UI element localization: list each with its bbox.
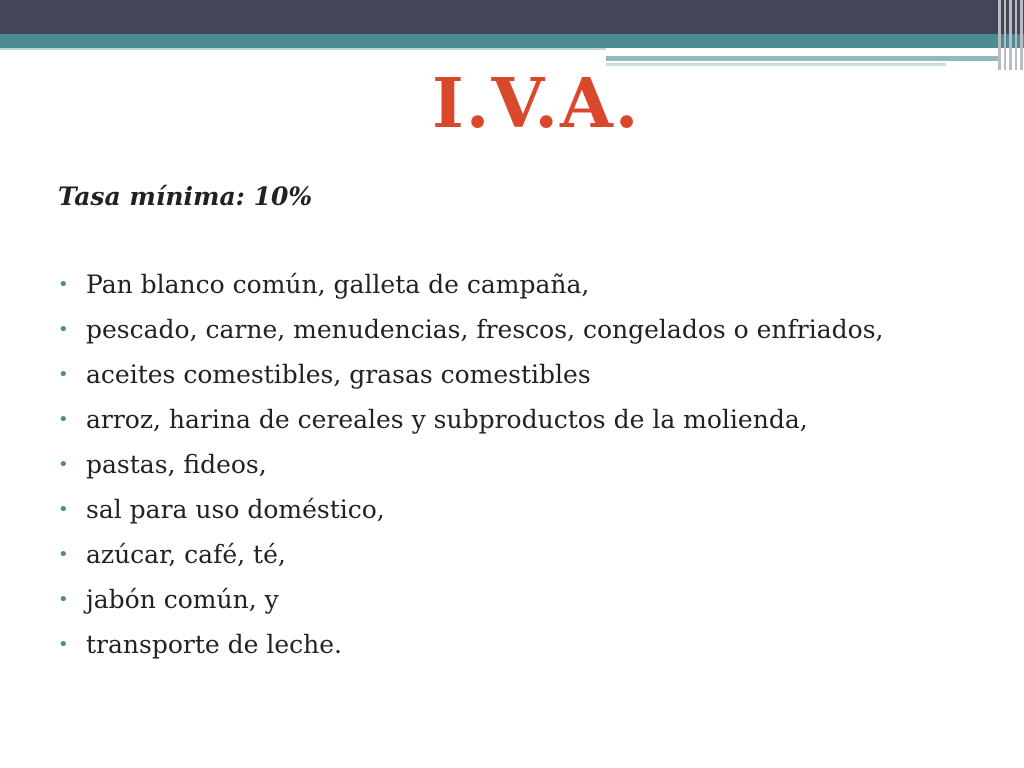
list-item-text: azúcar, café, té, [86,540,286,569]
list-item-text: sal para uso doméstico, [86,495,385,524]
banner-stripes [994,0,1024,70]
top-banner-teal [0,34,1024,48]
list-item-text: aceites comestibles, grasas comestibles [86,360,591,389]
rate-subtitle: Tasa mínima: 10% [58,182,313,211]
list-item [58,628,978,662]
list-item [58,403,978,437]
banner-accent-line [606,63,946,66]
top-banner-dark [0,0,1024,34]
list-item-text: jabón común, y [86,585,279,614]
bullet-icon: • [58,499,69,520]
list-item-text: transporte de leche. [86,630,343,659]
bullet-icon: • [58,589,69,610]
list-item [58,493,978,527]
list-item [58,313,978,347]
bullet-icon: • [58,319,69,340]
slide-body [58,176,978,673]
list-item [58,358,978,392]
banner-accent-line [0,48,606,50]
banner-accent-line [606,56,1001,61]
product-list [58,268,978,662]
list-item [58,268,978,302]
list-item [58,448,978,482]
list-item-text: pescado, carne, menudencias, frescos, congelados o enfriados, [86,315,884,344]
list-item-text: pastas, fideos, [86,450,267,479]
list-item [58,538,978,572]
bullet-icon: • [58,634,69,655]
bullet-icon: • [58,409,69,430]
bullet-icon: • [58,544,69,565]
bullet-icon: • [58,274,69,295]
list-item-text: arroz, harina de cereales y subproductos de la molienda, [86,405,808,434]
bullet-icon: • [58,454,69,475]
slide-title: I.V.A. [432,64,641,144]
bullet-icon: • [58,364,69,385]
list-item [58,583,978,617]
list-item-text: Pan blanco común, galleta de campaña, [86,270,590,299]
